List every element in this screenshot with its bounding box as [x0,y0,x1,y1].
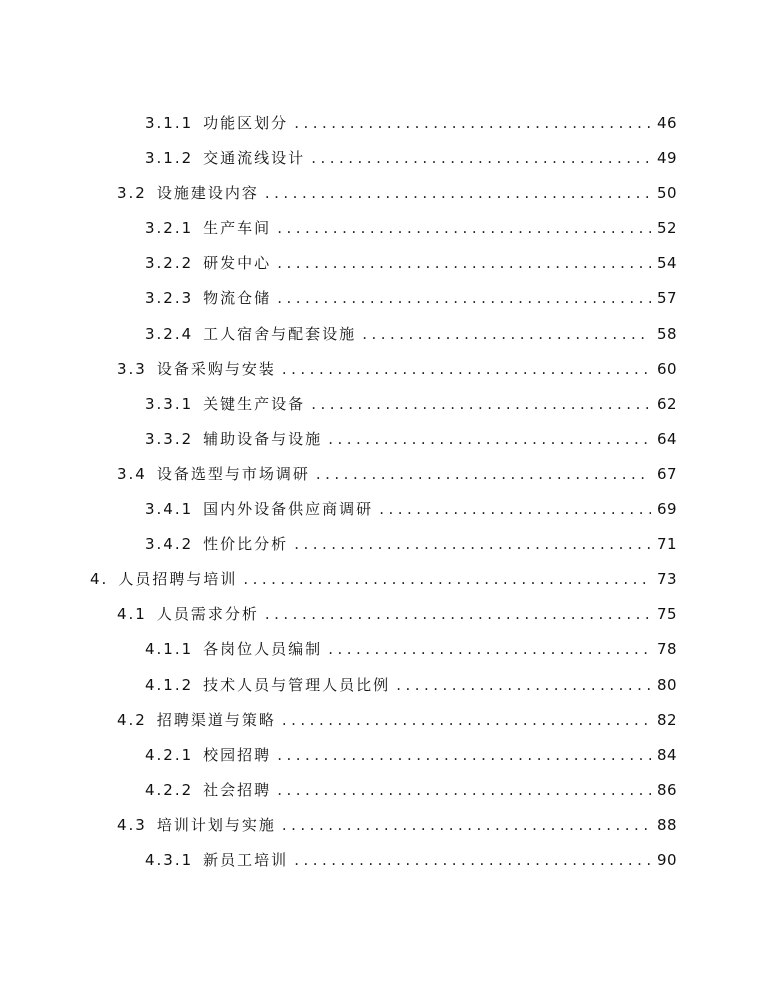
toc-entry[interactable] [0,668,765,703]
toc-entry-title: 功能区划分 [203,114,289,132]
toc-entry[interactable] [0,387,765,422]
toc-entry-title: 生产车间 [203,219,272,238]
toc-entry-page: 75 [657,605,678,624]
toc-entry-title: 国内外设备供应商调研 [203,500,374,519]
toc-entry-page: 80 [657,675,678,694]
dot-leader [277,738,651,773]
toc-entry[interactable] [0,422,765,457]
toc-entry-page: 88 [657,815,678,834]
toc-entry-page: 73 [657,570,678,589]
toc-entry-number: 3.2.4 [145,324,194,343]
toc-entry-page: 50 [657,184,678,203]
toc-entry-number: 3.1.1 [145,114,194,132]
dot-leader [277,773,651,808]
toc-entry-title: 设备选型与市场调研 [156,464,310,483]
dot-leader [294,527,651,562]
dot-leader [277,281,651,316]
dot-leader [282,703,651,738]
toc-entry-title: 各岗位人员编制 [203,640,323,659]
toc-entry[interactable] [0,457,765,492]
toc-entry-title: 设施建设内容 [156,184,259,203]
dot-leader [311,141,651,176]
dot-leader [277,211,651,246]
toc-entry-number: 3.2.2 [145,254,194,273]
toc-entry[interactable] [0,211,765,246]
toc-entry[interactable] [0,562,765,597]
toc-entry-number: 3.3.2 [145,429,194,448]
toc-entry-title: 物流仓储 [203,289,272,308]
toc-entry-number: 3.4.1 [145,500,194,519]
toc-entry-number: 3.3 [117,359,147,378]
dot-leader [277,246,651,281]
toc-entry[interactable] [0,176,765,211]
toc-entry-title: 工人宿舍与配套设施 [203,324,357,343]
toc-entry-number: 3.1.2 [145,149,194,168]
toc-entry-page: 57 [657,289,678,308]
toc-entry-title: 辅助设备与设施 [203,429,323,448]
toc-entry-title: 培训计划与实施 [156,815,276,834]
toc-entry[interactable] [0,773,765,808]
dot-leader [316,457,651,492]
toc-entry-number: 4.1 [117,605,147,624]
toc-entry-title: 人员需求分析 [156,605,259,624]
toc-entry[interactable] [0,738,765,773]
toc-entry-page: 52 [657,219,678,238]
toc-entry[interactable] [0,703,765,738]
toc-entry-title: 性价比分析 [203,535,289,554]
toc-entry-number: 3.4.2 [145,535,194,554]
dot-leader [282,352,651,387]
dot-leader [379,492,651,527]
toc-entry-title: 招聘渠道与策略 [156,710,276,729]
toc-entry-page: 71 [657,535,678,554]
toc-entry[interactable] [0,808,765,843]
toc-entry[interactable] [0,492,765,527]
dot-leader [362,317,651,352]
toc-entry-page: 84 [657,745,678,764]
toc-entry-number: 3.2 [117,184,147,203]
toc-entry-title: 新员工培训 [203,850,289,869]
toc-entry-page: 62 [657,394,678,413]
dot-leader [243,562,651,597]
toc-entry-page: 67 [657,464,678,483]
toc-entry-page: 60 [657,359,678,378]
toc-entry-page: 82 [657,710,678,729]
dot-leader [328,632,651,667]
toc-entry[interactable] [0,843,765,878]
dot-leader [311,387,651,422]
toc-entry[interactable] [0,632,765,667]
table-of-contents [0,106,765,878]
toc-entry-page: 46 [657,114,678,132]
toc-entry-number: 3.3.1 [145,394,194,413]
toc-entry-number: 3.2.1 [145,219,194,238]
toc-entry[interactable] [0,141,765,176]
toc-entry-title: 人员招聘与培训 [118,570,238,589]
toc-entry-number: 4. [90,570,109,589]
dot-leader [294,106,651,141]
toc-entry-title: 技术人员与管理人员比例 [203,675,391,694]
toc-entry-page: 90 [657,850,678,869]
toc-entry-title: 关键生产设备 [203,394,306,413]
dot-leader [282,808,651,843]
toc-entry-number: 4.2.1 [145,745,194,764]
toc-entry-number: 4.3.1 [145,850,194,869]
toc-entry-number: 4.1.1 [145,640,194,659]
toc-entry-page: 64 [657,429,678,448]
toc-entry-page: 54 [657,254,678,273]
toc-entry-page: 69 [657,500,678,519]
toc-entry-title: 社会招聘 [203,780,272,799]
toc-entry[interactable] [0,352,765,387]
toc-entry-page: 49 [657,149,678,168]
toc-entry[interactable] [0,597,765,632]
toc-entry-title: 设备采购与安装 [156,359,276,378]
dot-leader [294,843,651,878]
toc-entry[interactable] [0,106,765,141]
toc-entry-number: 4.1.2 [145,675,194,694]
dot-leader [328,422,651,457]
toc-entry-title: 校园招聘 [203,745,272,764]
toc-entry[interactable] [0,527,765,562]
toc-entry-page: 78 [657,640,678,659]
toc-entry-number: 3.4 [117,464,147,483]
toc-entry-page: 58 [657,324,678,343]
dot-leader [265,176,651,211]
toc-entry-page: 86 [657,780,678,799]
toc-entry[interactable] [0,281,765,316]
dot-leader [265,597,651,632]
dot-leader [396,668,651,703]
toc-entry-title: 研发中心 [203,254,272,273]
toc-entry[interactable] [0,317,765,352]
toc-entry-number: 3.2.3 [145,289,194,308]
toc-entry-number: 4.2.2 [145,780,194,799]
toc-entry[interactable] [0,246,765,281]
toc-entry-title: 交通流线设计 [203,149,306,168]
toc-entry-number: 4.3 [117,815,147,834]
toc-entry-number: 4.2 [117,710,147,729]
